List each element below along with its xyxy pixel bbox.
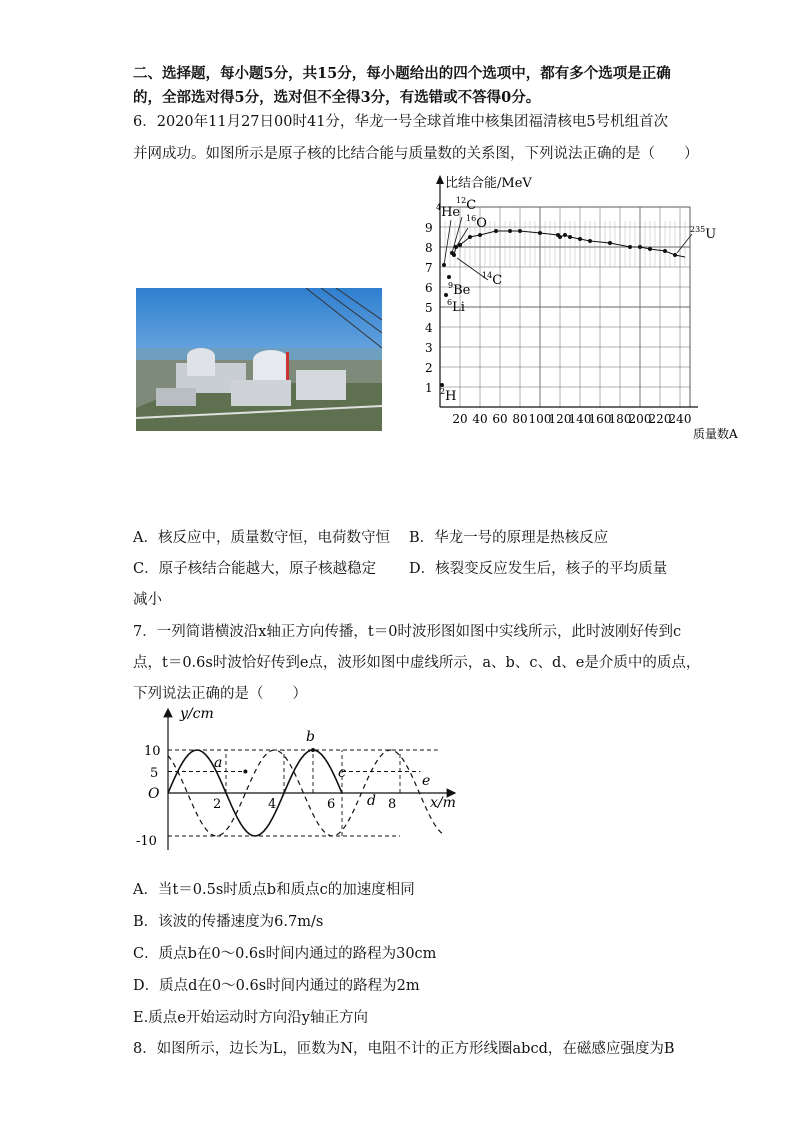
q8-stem-line1: 8．如图所示，边长为L，匝数为N，电阻不计的正方形线圈abcd，在磁感应强度为B (133, 1041, 675, 1057)
chart-ytick: 6 (425, 281, 433, 295)
wave-x4: 4 (268, 797, 277, 812)
binding-energy-curve (454, 231, 685, 257)
chart-ytick: 3 (425, 341, 433, 355)
chart-xtick: 220 (648, 412, 672, 426)
data-point (628, 245, 632, 249)
chart-xtick: 60 (492, 412, 508, 426)
chart-y-arrow (436, 175, 444, 184)
q6-option-d-cont: 减小 (133, 592, 162, 608)
dot-a (243, 770, 247, 774)
q7-stem-line1: 7．一列简谐横波沿x轴正方向传播，t＝0时波形图如图中实线所示，此时波刚好传到c (133, 624, 682, 640)
data-point (458, 243, 462, 247)
label-be9: $^9$Be (448, 281, 471, 298)
chart-labels (425, 175, 738, 441)
chart-xtick: 80 (512, 412, 528, 426)
label-li6: $^6$Li (447, 298, 465, 315)
q6-stem-line1: 6．2020年11月27日00时41分，华龙一号全球首堆中核集团福清核电5号机组首次 (133, 114, 669, 130)
wave-graph (130, 705, 470, 860)
data-point (638, 245, 642, 249)
point-c: c (338, 765, 346, 781)
data-point (538, 231, 542, 235)
data-point (608, 241, 612, 245)
q7-option-e[interactable]: E.质点e开始运动时方向沿y轴正方向 (133, 1010, 368, 1026)
chart-xtick: 160 (588, 412, 612, 426)
chart-ytick: 5 (425, 301, 433, 315)
data-point (478, 233, 482, 237)
q6-stem-line2: 并网成功。如图所示是原子核的比结合能与质量数的关系图，下列说法正确的是（ ） (133, 146, 699, 162)
data-point (508, 229, 512, 233)
section-heading-line1: 二、选择题，每小题5分，共15分，每小题给出的四个选项中，都有多个选项是正确 (133, 65, 671, 82)
data-point (673, 253, 677, 257)
q6-option-b[interactable]: B．华龙一号的原理是热核反应 (409, 530, 609, 546)
data-point (578, 237, 582, 241)
wave-x2: 2 (213, 797, 222, 812)
chart-points (440, 229, 685, 387)
q7-option-c[interactable]: C．质点b在0～0.6s时间内通过的路程为30cm (133, 946, 437, 962)
label-c14: $^{14}$C (482, 271, 503, 288)
chart-ytick: 7 (425, 261, 433, 275)
wave-y10: 10 (144, 744, 161, 759)
wave-ylabel: y/cm (180, 706, 214, 722)
chart-ytick: 2 (425, 361, 433, 375)
data-point (452, 253, 456, 257)
point-a: a (214, 755, 223, 771)
data-point (568, 235, 572, 239)
data-point (440, 383, 444, 387)
chart-xtick: 200 (628, 412, 652, 426)
q6-option-d[interactable]: D．核裂变反应发生后，核子的平均质量 (409, 561, 668, 577)
nuclear-plant-photo (136, 288, 382, 431)
point-e: e (422, 773, 431, 789)
chart-xtick: 180 (608, 412, 632, 426)
label-u235: $^{235}$U (690, 225, 717, 242)
wave-x6: 6 (327, 797, 336, 812)
pointer-c14 (457, 258, 488, 280)
data-point (558, 235, 562, 239)
chart-ytick: 8 (425, 241, 433, 255)
data-point (494, 229, 498, 233)
binding-energy-chart (420, 172, 760, 447)
wave-yneg10: -10 (136, 834, 157, 849)
wave-origin: O (148, 786, 160, 802)
chart-ytick: 4 (425, 321, 433, 335)
chart-xtick: 40 (472, 412, 488, 426)
q7-option-b[interactable]: B．该波的传播速度为6.7m/s (133, 914, 324, 930)
data-point (442, 263, 446, 267)
data-point (454, 245, 458, 249)
chart-xtick: 20 (452, 412, 468, 426)
q6-option-a[interactable]: A．核反应中，质量数守恒，电荷数守恒 (133, 530, 390, 546)
q7-option-d[interactable]: D．质点d在0～0.6s时间内通过的路程为2m (133, 978, 420, 994)
label-h2: $^2$H (440, 387, 457, 404)
data-point (447, 275, 451, 279)
q7-stem-line3: 下列说法正确的是（ ） (133, 686, 307, 702)
data-point (663, 249, 667, 253)
data-point (468, 235, 472, 239)
data-point (648, 247, 652, 251)
point-d: d (367, 793, 376, 809)
point-b: b (306, 729, 315, 745)
chart-xlabel: 质量数A (693, 427, 738, 441)
wave-x8: 8 (388, 797, 397, 812)
q6-option-c[interactable]: C．原子核结合能越大，原子核越稳定 (133, 561, 377, 577)
chart-xtick: 240 (668, 412, 692, 426)
q7-option-a[interactable]: A．当t＝0.5s时质点b和质点c的加速度相同 (133, 882, 415, 898)
label-c12: $^{12}$C (456, 196, 477, 213)
chart-xtick: 140 (568, 412, 592, 426)
label-he4: $^4$He (436, 203, 461, 220)
q7-stem-line2: 点，t＝0.6s时波恰好传到e点，波形如图中虚线所示，a、b、c、d、e是介质中的质点， (133, 655, 701, 671)
chart-ytick: 9 (425, 221, 433, 235)
wave-y5: 5 (150, 766, 159, 781)
data-point (518, 229, 522, 233)
data-point (563, 233, 567, 237)
data-point (588, 239, 592, 243)
section-heading-line2: 的，全部选对得5分，选对但不全得3分，有选错或不答得0分。 (133, 89, 541, 106)
chart-ylabel: 比结合能/MeV (445, 176, 532, 191)
chart-xtick: 120 (548, 412, 572, 426)
data-point (444, 293, 448, 297)
chart-xtick: 100 (528, 412, 552, 426)
wave-xlabel: x/m (430, 795, 456, 811)
chart-ytick: 1 (425, 381, 433, 395)
label-o16: $^{16}$O (466, 214, 487, 231)
